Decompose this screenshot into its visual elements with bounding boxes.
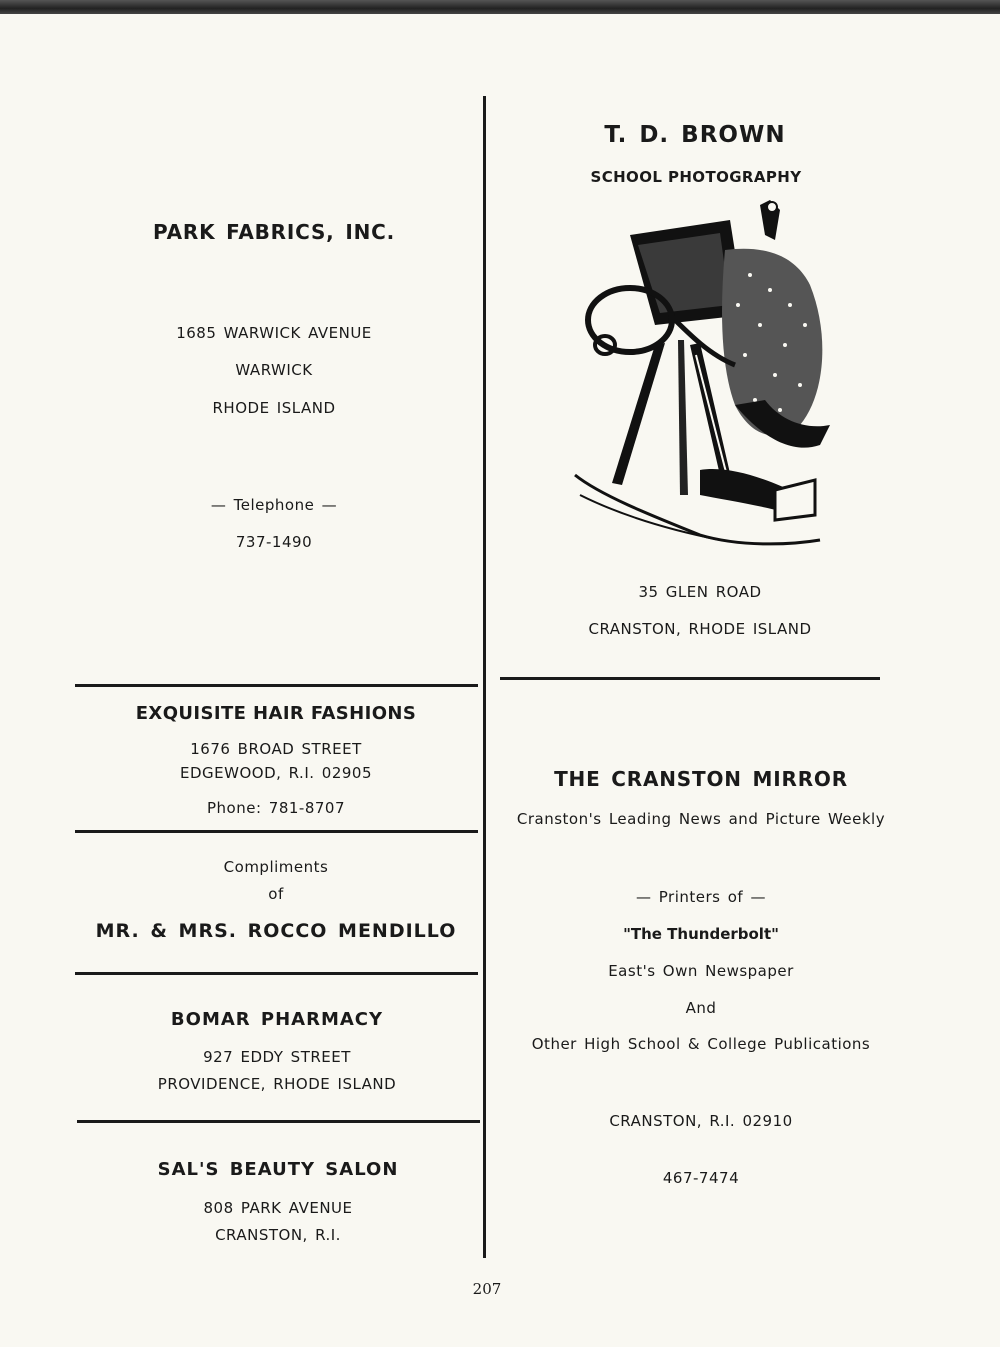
park-fabrics-name: PARK FABRICS, INC. xyxy=(153,220,395,244)
bomar-address1: 927 EDDY STREET xyxy=(203,1048,351,1066)
exquisite-address2: EDGEWOOD, R.I. 02905 xyxy=(180,764,372,782)
mendillo-name: MR. & MRS. ROCCO MENDILLO xyxy=(95,920,457,942)
sals-address1: 808 PARK AVENUE xyxy=(203,1199,353,1217)
ad-divider xyxy=(77,1120,480,1123)
ad-divider xyxy=(75,972,478,975)
cranston-mirror-phone: 467-7474 xyxy=(662,1169,740,1187)
sals-name: SAL'S BEAUTY SALON xyxy=(157,1159,399,1180)
photographer-camera-illustration xyxy=(560,195,850,555)
park-fabrics-address3: RHODE ISLAND xyxy=(212,399,336,417)
ad-divider xyxy=(75,684,478,687)
page-number: 207 xyxy=(472,1280,502,1298)
mendillo-compliments: Compliments xyxy=(223,858,329,876)
td-brown-name: T. D. BROWN xyxy=(604,122,786,148)
exquisite-address1: 1676 BROAD STREET xyxy=(190,740,362,758)
bomar-address2: PROVIDENCE, RHODE ISLAND xyxy=(157,1075,397,1093)
bomar-name: BOMAR PHARMACY xyxy=(170,1009,384,1030)
ad-divider xyxy=(75,830,478,833)
td-brown-subtitle: SCHOOL PHOTOGRAPHY xyxy=(590,168,802,186)
exquisite-phone: Phone: 781-8707 xyxy=(206,799,346,817)
column-divider xyxy=(483,96,486,1258)
cranston-mirror-printers-label: — Printers of — xyxy=(636,888,766,906)
ad-divider xyxy=(500,677,880,680)
sals-address2: CRANSTON, R.I. xyxy=(215,1226,341,1244)
mendillo-of: of xyxy=(268,885,284,903)
park-fabrics-phone-label: — Telephone — xyxy=(210,496,338,514)
park-fabrics-address2: WARWICK xyxy=(235,361,313,379)
park-fabrics-phone: 737-1490 xyxy=(235,533,313,551)
td-brown-address2: CRANSTON, RHODE ISLAND xyxy=(588,620,812,638)
exquisite-name: EXQUISITE HAIR FASHIONS xyxy=(135,703,417,724)
cranston-mirror-address: CRANSTON, R.I. 02910 xyxy=(609,1112,793,1130)
cranston-mirror-paper-desc: East's Own Newspaper xyxy=(608,962,794,980)
cranston-mirror-tagline: Cranston's Leading News and Picture Weekly xyxy=(516,810,886,828)
cranston-mirror-name: THE CRANSTON MIRROR xyxy=(554,767,848,791)
park-fabrics-address1: 1685 WARWICK AVENUE xyxy=(176,324,372,342)
cranston-mirror-other: Other High School & College Publications xyxy=(531,1035,871,1053)
page-top-edge xyxy=(0,0,1000,14)
td-brown-address1: 35 GLEN ROAD xyxy=(638,583,762,601)
cranston-mirror-thunderbolt: "The Thunderbolt" xyxy=(623,925,779,943)
cranston-mirror-and: And xyxy=(685,999,717,1017)
